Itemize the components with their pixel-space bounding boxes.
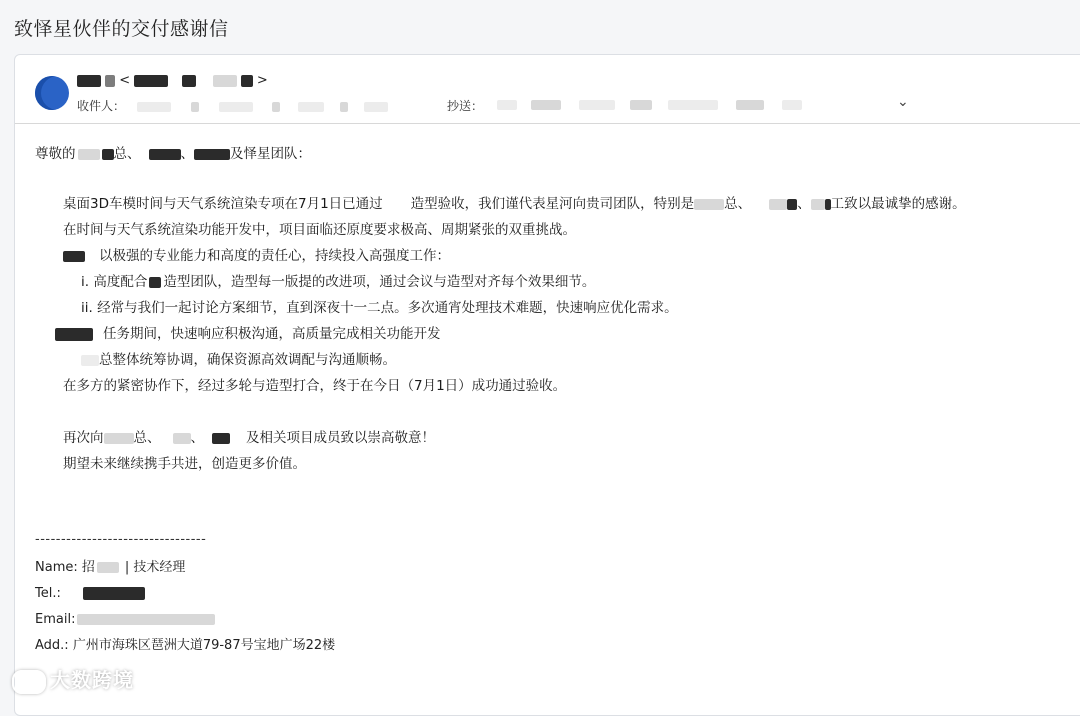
redacted-recipient[interactable] — [364, 102, 388, 112]
redacted-cc[interactable] — [668, 100, 718, 110]
list-item-2: ii. 经常与我们一起讨论方案细节，直到深夜十一二点。多次通宵处理技术难题，快速响应优化需求。 — [81, 300, 678, 316]
greeting-text: 、 — [180, 146, 194, 162]
redacted-sender-name — [105, 75, 115, 87]
signature-address: Add.: 广州市海珠区琶洲大道79-87号宝地广场22楼 — [35, 638, 336, 653]
signature-name-label: Name: 招 — [35, 560, 95, 575]
redacted-sender-email — [213, 75, 237, 87]
redacted-cc[interactable] — [782, 100, 802, 110]
redacted-name — [149, 149, 181, 160]
email-close-bracket: > — [256, 73, 268, 88]
sender-avatar[interactable] — [35, 76, 69, 110]
redacted-name — [78, 149, 100, 160]
redacted-name — [97, 562, 119, 573]
recipients-label: 收件人： — [77, 99, 126, 113]
redacted-name — [694, 199, 724, 210]
paragraph-7 — [63, 429, 435, 447]
signature-name — [35, 559, 185, 577]
redacted-name — [194, 149, 230, 160]
redacted-name — [104, 433, 134, 444]
header-divider — [15, 123, 1080, 124]
paragraph-text: 、 — [797, 196, 811, 212]
signature-title: | 技术经理 — [124, 560, 186, 575]
recipients-row — [77, 94, 909, 114]
paragraph-text: 工致以最诚挚的感谢。 — [830, 196, 966, 212]
redacted-email[interactable] — [77, 614, 215, 625]
redacted-name — [173, 433, 191, 444]
signature-email — [35, 611, 215, 629]
greeting — [35, 145, 311, 163]
redacted-recipient[interactable] — [272, 102, 280, 112]
signature-tel — [35, 585, 145, 603]
list-text: i. 高度配合 — [81, 274, 148, 290]
sender-header — [33, 73, 1080, 123]
redacted-cc[interactable] — [579, 100, 615, 110]
paragraph-text: 以极强的专业能力和高度的责任心，持续投入高强度工作： — [99, 248, 450, 264]
redacted-sender-email — [134, 75, 168, 87]
redacted-cc[interactable] — [736, 100, 764, 110]
cc-recipients — [497, 97, 802, 111]
redacted-recipient[interactable] — [219, 102, 253, 112]
redacted-name — [769, 199, 787, 210]
redacted-sender-email — [241, 75, 253, 87]
email-open-bracket: < — [119, 73, 131, 88]
chevron-down-icon[interactable]: ⌄ — [897, 94, 909, 110]
paragraph-text: 、 — [190, 430, 204, 446]
list-item-1 — [81, 273, 595, 291]
redacted-name — [787, 199, 797, 210]
email-card — [14, 54, 1080, 716]
paragraph-text: 总、 — [724, 196, 752, 212]
greeting-text: 及怿星团队： — [230, 146, 311, 162]
redacted-cc[interactable] — [497, 100, 517, 110]
redacted-name — [149, 277, 161, 288]
cc-label: 抄送： — [447, 99, 484, 113]
list-text: 造型团队，造型每一版提的改进项，通过会议与造型对齐每个效果细节。 — [163, 274, 596, 290]
paragraph-6: 在多方的紧密协作下，经过多轮与造型打合，终于在今日（7月1日）成功通过验收。 — [63, 378, 567, 394]
redacted-name — [81, 355, 99, 366]
redacted-recipient[interactable] — [137, 102, 171, 112]
paragraph-2: 在时间与天气系统渲染功能开发中，项目面临还原度要求极高、周期紧张的双重挑战。 — [63, 222, 576, 238]
greeting-text: 总、 — [113, 146, 141, 162]
watermark-logo-icon — [12, 670, 46, 694]
watermark — [12, 664, 134, 694]
paragraph-text: 再次向 — [63, 430, 104, 446]
redacted-sender-name — [77, 75, 101, 87]
redacted-recipient[interactable] — [298, 102, 324, 112]
paragraph-text: 及相关项目成员致以崇高敬意！ — [246, 430, 435, 446]
redacted-cc[interactable] — [630, 100, 652, 110]
greeting-prefix: 尊敬的 — [35, 146, 76, 162]
redacted-name — [55, 328, 93, 341]
redacted-recipient[interactable] — [191, 102, 199, 112]
paragraph-8: 期望未来继续携手共进，创造更多价值。 — [63, 456, 306, 472]
redacted-sender-email — [182, 75, 196, 87]
redacted-name — [102, 149, 114, 160]
paragraph-text: 任务期间，快速响应积极沟通，高质量完成相关功能开发 — [103, 326, 441, 342]
paragraph-text: 造型验收，我们谨代表星河向贵司团队，特别是 — [410, 196, 695, 212]
redacted-name — [811, 199, 825, 210]
sender-line[interactable] — [77, 73, 268, 88]
redacted-cc[interactable] — [531, 100, 561, 110]
redacted-recipient[interactable] — [340, 102, 348, 112]
email-label: Email: — [35, 612, 76, 627]
redacted-tel — [83, 587, 145, 600]
tel-label: Tel.: — [35, 586, 61, 601]
paragraph-1 — [63, 195, 966, 213]
watermark-text: 大数跨境 — [50, 668, 134, 692]
paragraph-4 — [55, 325, 441, 343]
paragraph-text: 桌面3D车模时间与天气系统渲染专项在7月1日已通过 — [63, 196, 383, 212]
paragraph-3 — [63, 247, 450, 265]
email-subject: 致怿星伙伴的交付感谢信 — [14, 18, 229, 40]
paragraph-text: 总、 — [133, 430, 161, 446]
paragraph-5 — [81, 351, 396, 369]
paragraph-text: 总整体统筹协调，确保资源高效调配与沟通顺畅。 — [99, 352, 396, 368]
signature-separator: --------------------------------- — [35, 532, 207, 547]
redacted-name — [212, 433, 230, 444]
redacted-name — [63, 251, 85, 262]
